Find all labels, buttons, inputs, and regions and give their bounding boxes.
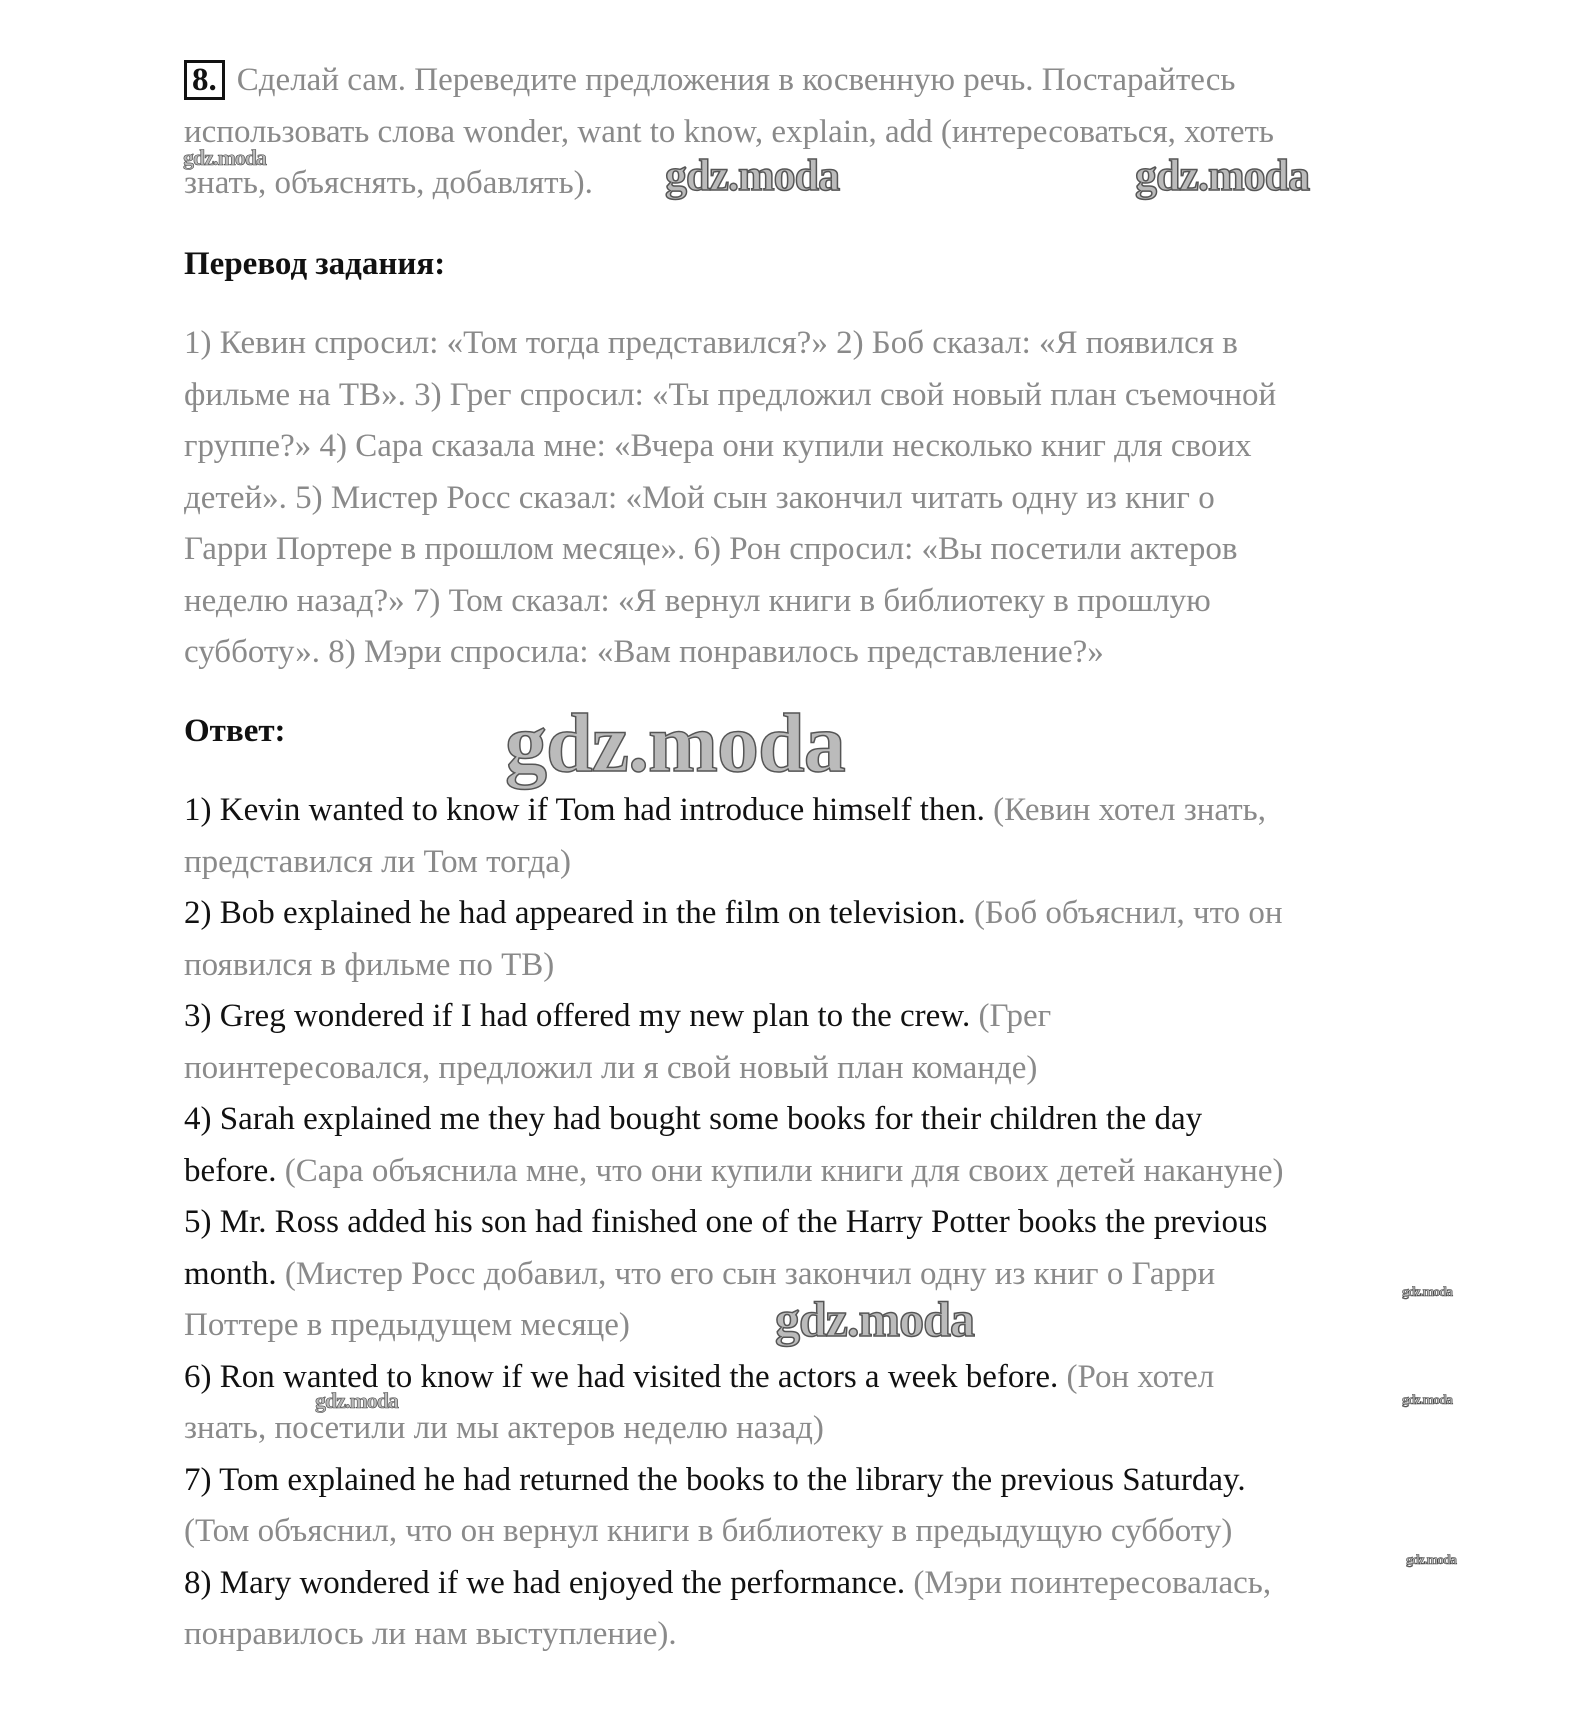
- task-line: [184, 112, 1274, 152]
- answer-russian-text: (Грег: [978, 998, 1052, 1034]
- translation-line: Гарри Портере в прошлом месяце». 6) Рон спросил: «Вы посетили актеров: [184, 531, 1238, 567]
- answer-english-text: 4) Sarah explained me they had bought some books for their children the day: [184, 1101, 1203, 1137]
- translation-heading: Перевод задания:: [184, 246, 446, 282]
- task-text: использовать слова wonder, want to know, explain, add (интересоваться, хотеть: [184, 113, 1274, 150]
- answer-line: [184, 1460, 1246, 1500]
- translation-line: субботу». 8) Мэри спросила: «Вам понравилось представление?»: [184, 634, 1104, 670]
- answer-line: [184, 1563, 1271, 1603]
- answer-russian-text: знать, посетили ли мы актеров неделю назад): [184, 1410, 824, 1446]
- answer-russian-text: (Рон хотел: [1066, 1358, 1215, 1395]
- answer-line: [184, 945, 554, 985]
- answer-english-text: 3) Greg wondered if I had offered my new plan to the crew.: [184, 998, 979, 1034]
- answer-russian-text: представился ли Том тогда): [184, 843, 571, 880]
- answer-line: [184, 1511, 1232, 1551]
- translation-line: неделю назад?» 7) Том сказал: «Я вернул книги в библиотеку в прошлую: [184, 582, 1211, 619]
- answer-line: [184, 1305, 630, 1345]
- task-text: Сделай сам. Переведите предложения в косвенную речь. Постарайтесь: [236, 62, 1236, 98]
- answer-line: [184, 790, 1266, 830]
- answer-russian-text: Поттере в предыдущем месяце): [184, 1307, 630, 1343]
- answer-russian-text: (Мистер Росс добавил, что его сын закончил одну из книг о Гарри: [284, 1255, 1216, 1292]
- answer-russian-text: (Том объяснил, что он вернул книги в библиотеку в предыдущую субботу): [184, 1513, 1233, 1549]
- watermark-logo: gdz.moda: [315, 1388, 399, 1413]
- answer-english-text: 5) Mr. Ross added his son had finished one of the Harry Potter books the previous: [184, 1204, 1268, 1240]
- answer-line: [184, 842, 571, 882]
- answer-english-text: before.: [184, 1152, 285, 1189]
- watermark-logo: gdz.moda: [665, 151, 840, 200]
- watermark-logo: gdz.moda: [183, 145, 267, 170]
- answer-russian-text: понравилось ли нам выступление).: [184, 1616, 677, 1652]
- answer-russian-text: (Мэри поинтересовалась,: [913, 1564, 1272, 1601]
- answer-russian-text: появился в фильме по ТВ): [184, 946, 555, 983]
- answer-english-text: 6) Ron wanted to know if we had visited the actors a week before.: [184, 1358, 1067, 1395]
- answer-russian-text: поинтересовался, предложил ли я свой новый план команде): [184, 1049, 1038, 1086]
- answer-line: [184, 1408, 824, 1448]
- watermark-logo: gdz.moda: [1402, 1393, 1452, 1408]
- answer-line: [184, 893, 1283, 933]
- answer-english-text: 7) Tom explained he had returned the books to the library the previous Saturday.: [184, 1461, 1246, 1498]
- answer-english-text: month.: [184, 1255, 285, 1292]
- answer-line: [184, 1099, 1202, 1139]
- watermark-logo: gdz.moda: [775, 1291, 974, 1347]
- answer-line: [184, 1151, 1283, 1191]
- answer-heading: Ответ:: [184, 713, 286, 749]
- task-number: 8.: [184, 60, 225, 100]
- watermark-logo: gdz.moda: [1135, 151, 1310, 200]
- answer-russian-text: (Боб объяснил, что он: [973, 895, 1283, 931]
- watermark-logo: gdz.moda: [1406, 1553, 1456, 1568]
- translation-line: фильме на ТВ». 3) Грег спросил: «Ты предложил свой новый план съемочной: [184, 376, 1277, 413]
- watermark-logo: gdz.moda: [505, 697, 845, 790]
- answer-russian-text: (Сара объяснила мне, что они купили книги для своих детей накануне): [284, 1152, 1284, 1189]
- translation-line: детей». 5) Мистер Росс сказал: «Мой сын закончил читать одну из книг о: [184, 479, 1215, 516]
- watermark-logo: gdz.moda: [1402, 1285, 1452, 1300]
- task-text: знать, объяснять, добавлять).: [184, 165, 593, 201]
- answer-line: [184, 1048, 1037, 1088]
- answer-line: [184, 1614, 677, 1654]
- answer-line: [184, 1202, 1267, 1242]
- answer-english-text: 8) Mary wondered if we had enjoyed the performance.: [184, 1564, 914, 1601]
- answer-line: [184, 996, 1051, 1036]
- answer-english-text: 2) Bob explained he had appeared in the film on television.: [184, 895, 974, 931]
- answer-line: [184, 1254, 1215, 1294]
- translation-line: 1) Кевин спросил: «Том тогда представился?» 2) Боб сказал: «Я появился в: [184, 325, 1238, 361]
- answer-russian-text: (Кевин хотел знать,: [993, 792, 1266, 828]
- translation-line: группе?» 4) Сара сказала мне: «Вчера они купили несколько книг для своих: [184, 428, 1252, 464]
- task-line: [184, 60, 1235, 100]
- answer-english-text: 1) Kevin wanted to know if Tom had introduce himself then.: [184, 792, 994, 828]
